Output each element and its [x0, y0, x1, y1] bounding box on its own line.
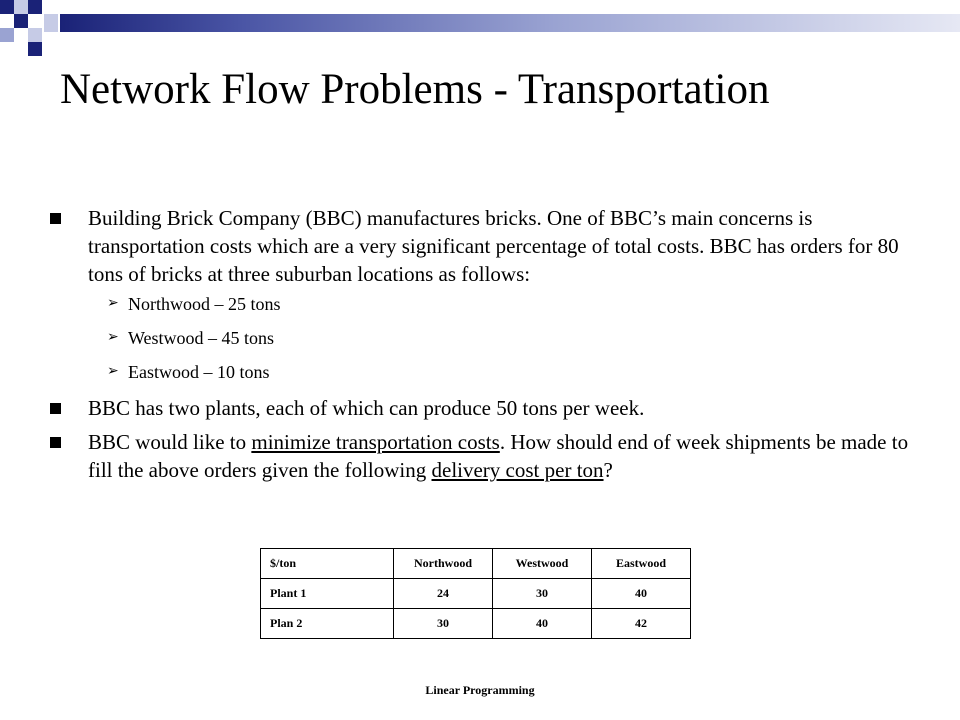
arrow-bullet-icon: ➢ — [107, 296, 119, 311]
sub-bullet-text: Westwood – 45 tons — [128, 328, 275, 348]
table-cell: Plan 2 — [261, 609, 394, 639]
bullet-item — [50, 394, 910, 422]
bullet-list — [50, 204, 910, 484]
table-row — [261, 579, 691, 609]
underlined-phrase: minimize transportation costs — [251, 430, 500, 454]
table-header: Eastwood — [592, 549, 691, 579]
table-header-row — [261, 549, 691, 579]
table-cell: 40 — [493, 609, 592, 639]
table-cell: Plant 1 — [261, 579, 394, 609]
bullet-text-part: BBC would like to — [88, 430, 252, 454]
slide-footer: Linear Programming — [425, 683, 535, 697]
decor-square — [28, 28, 42, 42]
table-cell: 40 — [592, 579, 691, 609]
square-bullet-icon — [50, 213, 61, 224]
decor-square — [14, 14, 28, 28]
decor-square — [0, 0, 14, 14]
decor-square — [0, 28, 14, 42]
table-cell: 30 — [493, 579, 592, 609]
header-gradient-bar — [60, 14, 960, 32]
table-header: $/ton — [261, 549, 394, 579]
table-cell: 30 — [394, 609, 493, 639]
cost-table — [260, 548, 691, 639]
square-bullet-icon — [50, 403, 61, 414]
square-bullet-icon — [50, 437, 61, 448]
decor-square — [44, 14, 58, 32]
decor-square — [28, 42, 42, 56]
bullet-text: Building Brick Company (BBC) manufactures bricks. One of BBC’s main concerns is transportation costs which are a very significant percentage of total costs. BBC has orders for 80 tons of bricks at three suburban locations as follows: — [88, 206, 899, 286]
sub-bullet-list — [50, 292, 910, 384]
arrow-bullet-icon: ➢ — [107, 330, 119, 345]
sub-bullet-text: Eastwood – 10 tons — [128, 362, 270, 382]
arrow-bullet-icon: ➢ — [107, 364, 119, 379]
bullet-text-part: ? — [603, 458, 613, 482]
bullet-item — [50, 204, 910, 288]
slide-title: Network Flow Problems - Transportation — [60, 66, 770, 113]
bullet-text: BBC has two plants, each of which can produce 50 tons per week. — [88, 396, 645, 420]
bullet-text-part: . How should end of week shipments be made to fill the above orders given the following — [88, 430, 909, 482]
decor-square — [14, 0, 28, 14]
table-header: Westwood — [493, 549, 592, 579]
table-cell: 24 — [394, 579, 493, 609]
bullet-item — [50, 428, 910, 484]
sub-bullet-item — [50, 360, 910, 384]
sub-bullet-text: Northwood – 25 tons — [128, 294, 281, 314]
sub-bullet-item — [50, 292, 910, 316]
underlined-phrase: delivery cost per ton — [431, 458, 604, 482]
sub-bullet-item — [50, 326, 910, 350]
decor-square — [28, 0, 42, 14]
table-header: Northwood — [394, 549, 493, 579]
table-row — [261, 609, 691, 639]
table-cell: 42 — [592, 609, 691, 639]
